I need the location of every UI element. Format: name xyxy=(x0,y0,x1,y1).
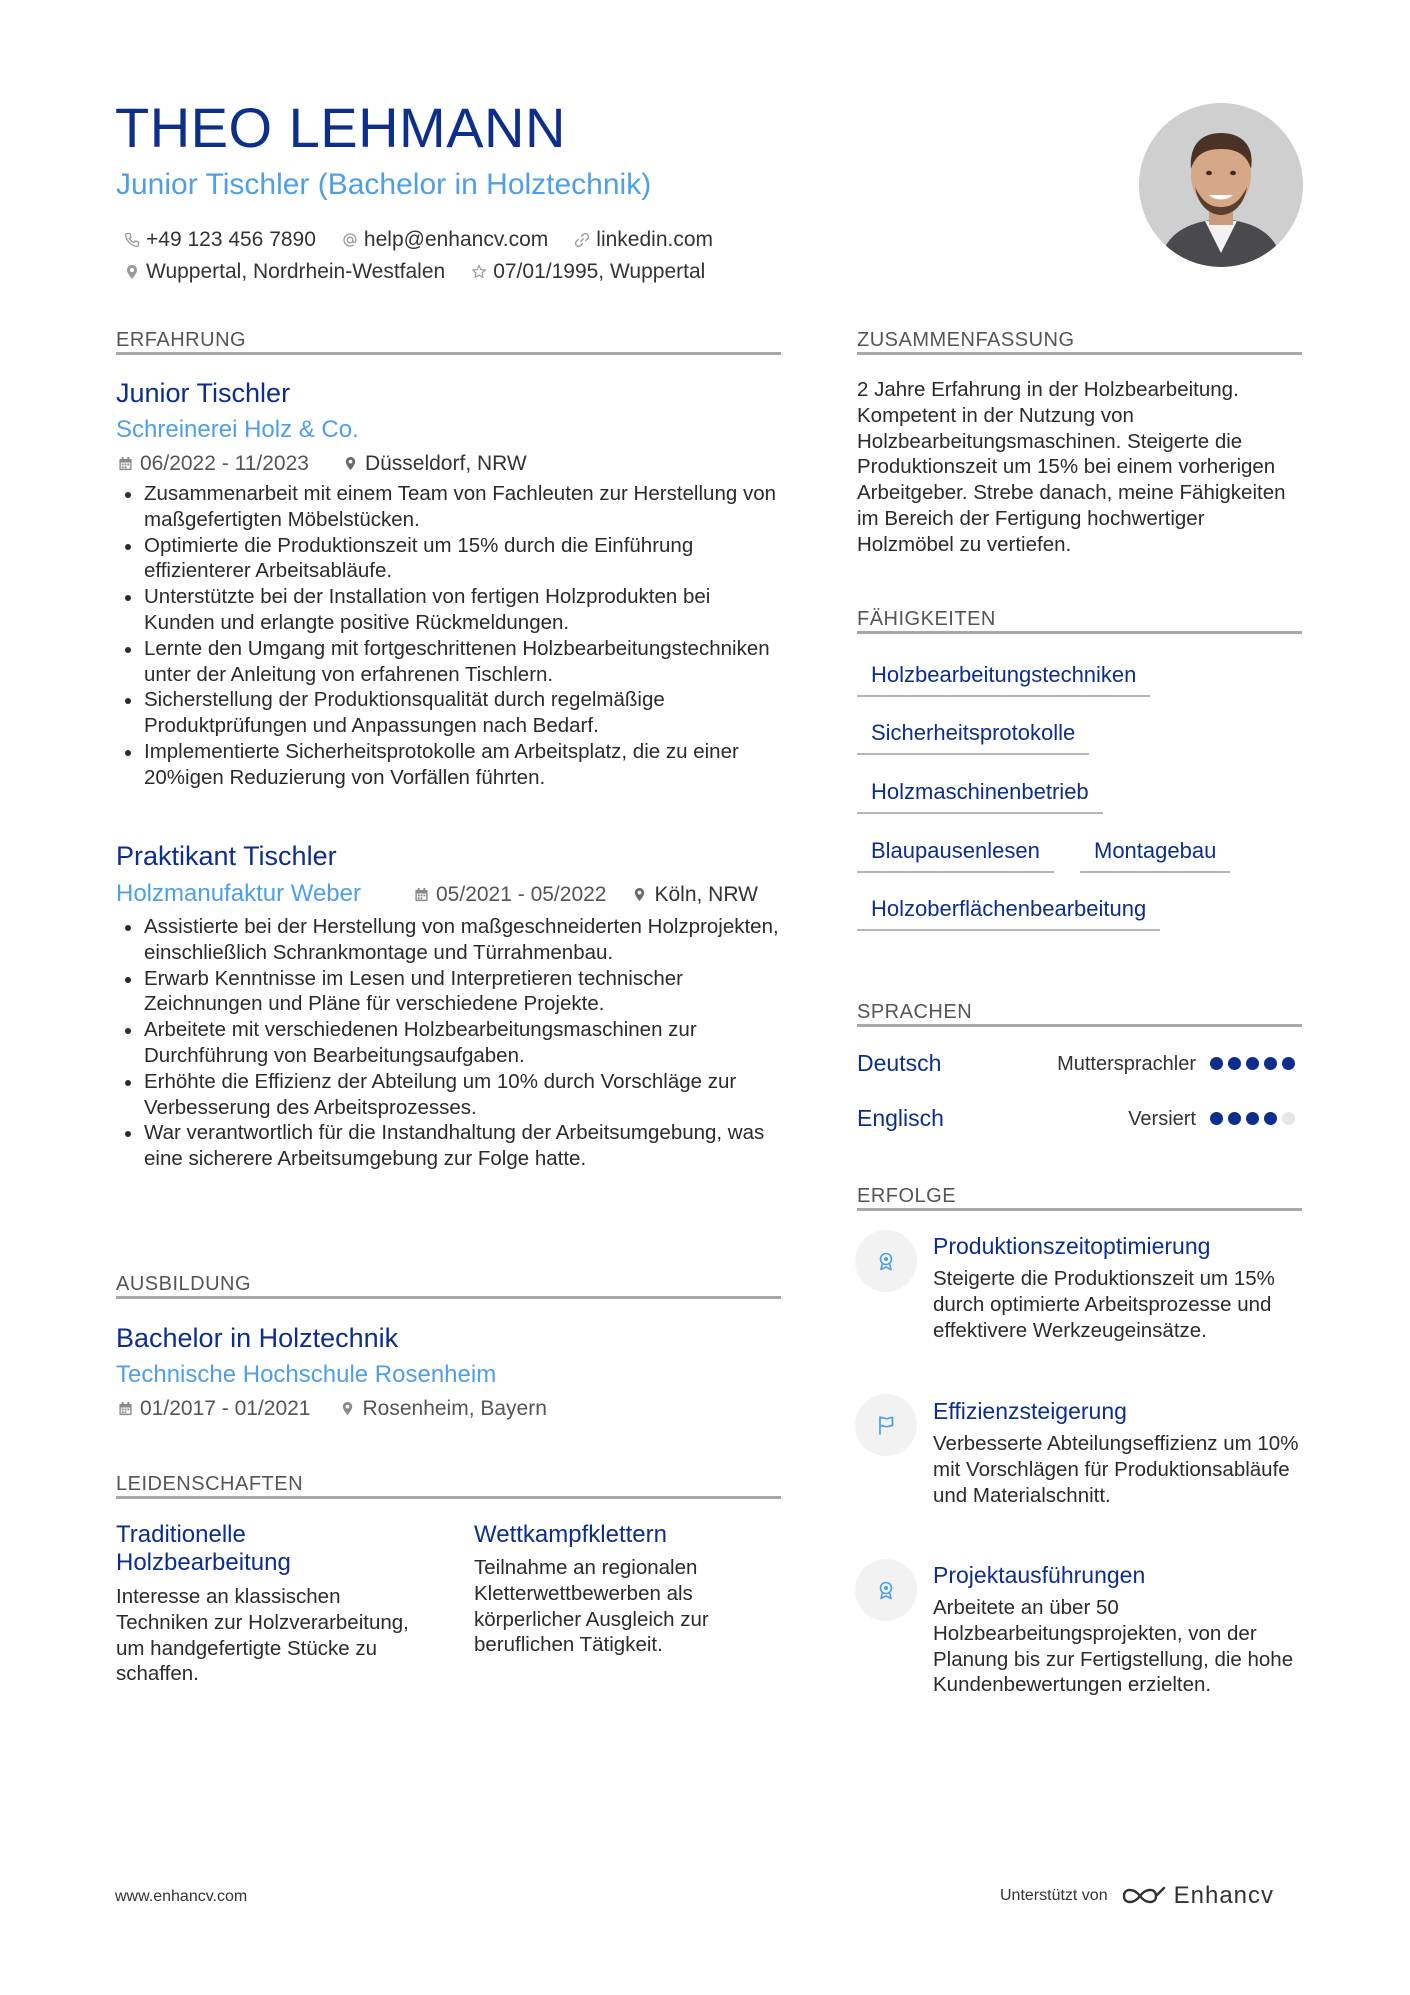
languages-section-title: SPRACHEN xyxy=(857,1001,973,1023)
list-item: Optimierte die Produktionszeit um 15% durch die Einführung effizienterer Arbeitsabläufe. xyxy=(116,533,786,585)
avatar-illustration xyxy=(1139,103,1303,267)
location-pin-icon xyxy=(124,264,140,280)
language-name: Englisch xyxy=(857,1105,944,1131)
rating-dot xyxy=(1210,1112,1223,1125)
experience-divider xyxy=(116,352,781,355)
language-rating xyxy=(1205,1112,1295,1125)
contact-info xyxy=(124,224,739,288)
job-bullets xyxy=(116,914,786,1172)
rating-dot xyxy=(1210,1057,1223,1070)
skill-tag: Holzoberflächenbearbeitung xyxy=(857,898,1160,931)
job-dates: 06/2022 - 11/2023 xyxy=(140,452,309,475)
job-location: Köln, NRW xyxy=(654,883,758,906)
rating-dot xyxy=(1264,1057,1277,1070)
job-title: Junior Tischler xyxy=(116,378,291,408)
passion-text: Teilnahme an regionalen Kletterwettbewerben als körperlicher Ausgleich zur beruflichen Tätigkeit. xyxy=(474,1556,709,1657)
birth-text: 07/01/1995, Wuppertal xyxy=(493,260,706,283)
at-icon xyxy=(342,232,358,248)
job-meta xyxy=(118,453,527,474)
skill-tag: Holzbearbeitungstechniken xyxy=(857,664,1150,697)
achievement-text: Verbesserte Abteilungseffizienz um 10% mit Vorschlägen für Produktionsabläufe und Materialschnitt. xyxy=(933,1432,1299,1507)
rating-dot xyxy=(1228,1057,1241,1070)
job-bullets xyxy=(116,481,786,791)
achievements-divider xyxy=(857,1208,1302,1211)
language-level: Muttersprachler xyxy=(1057,1053,1196,1075)
star-icon xyxy=(471,264,487,280)
skill-tag: Sicherheitsprotokolle xyxy=(857,722,1089,755)
location-text: Wuppertal, Nordrhein-Westfalen xyxy=(146,260,446,283)
skill-tag: Holzmaschinenbetrieb xyxy=(857,781,1103,814)
education-location: Rosenheim, Bayern xyxy=(362,1397,547,1420)
skill-tag: Blaupausenlesen xyxy=(857,840,1054,873)
phone-text: +49 123 456 7890 xyxy=(146,228,316,251)
email-contact[interactable] xyxy=(342,228,548,252)
achievement-title: Projektausführungen xyxy=(933,1562,1146,1588)
flag-icon xyxy=(875,1414,897,1436)
link-icon xyxy=(574,232,590,248)
job-dates: 05/2021 - 05/2022 xyxy=(436,883,607,906)
rating-dot xyxy=(1228,1112,1241,1125)
achievement-icon-wrap xyxy=(855,1559,917,1621)
rating-dot xyxy=(1264,1112,1277,1125)
school-name[interactable]: Technische Hochschule Rosenheim xyxy=(116,1361,497,1388)
list-item: Assistierte bei der Herstellung von maßgeschneiderten Holzprojekten, einschließlich Schrankmontage und Türrahmenbau. xyxy=(116,914,786,966)
list-item: War verantwortlich für die Instandhaltung der Arbeitsumgebung, was eine sicherere Arbeitsumgebung zur Folge hatte. xyxy=(116,1120,786,1172)
education-section-title: AUSBILDUNG xyxy=(116,1273,252,1295)
job-meta xyxy=(414,884,758,905)
passions-section-title: LEIDENSCHAFTEN xyxy=(116,1473,304,1495)
summary-text: 2 Jahre Erfahrung in der Holzbearbeitung. Kompetent in der Nutzung von Holzbearbeitungsmaschinen. Steigerte die Produktionszeit um 15% bei einem vorherigen Arbeitgeber. Strebe danach, meine Fähigkeiten im Bereich der Fertigung hochwertiger Holzmöbel zu vertiefen. xyxy=(857,378,1286,556)
achievement-title: Effizienzsteigerung xyxy=(933,1398,1127,1424)
list-item: Unterstützte bei der Installation von fertigen Holzprodukten bei Kunden und erlangte positive Rückmeldungen. xyxy=(116,584,786,636)
summary-divider xyxy=(857,352,1302,355)
profile-photo xyxy=(1139,103,1303,267)
list-item: Lernte den Umgang mit fortgeschrittenen Holzbearbeitungstechniken unter der Anleitung von erfahrenen Tischlern. xyxy=(116,636,786,688)
enhancv-logo-icon xyxy=(1120,1883,1168,1909)
footer-powered-by[interactable] xyxy=(1000,1882,1274,1910)
list-item: Erwarb Kenntnisse im Lesen und Interpretieren technischer Zeichnungen und Pläne für verschiedene Projekte. xyxy=(116,966,786,1018)
candidate-title: Junior Tischler (Bachelor in Holztechnik) xyxy=(116,168,652,201)
list-item: Zusammenarbeit mit einem Team von Fachleuten zur Herstellung von maßgefertigten Möbelstücken. xyxy=(116,481,786,533)
summary-section-title: ZUSAMMENFASSUNG xyxy=(857,329,1075,351)
phone-icon xyxy=(124,232,140,248)
education-dates: 01/2017 - 01/2021 xyxy=(140,1397,311,1420)
calendar-icon xyxy=(414,887,429,902)
education-divider xyxy=(116,1296,781,1299)
languages-divider xyxy=(857,1024,1302,1027)
education-meta xyxy=(118,1398,547,1419)
rating-dot xyxy=(1282,1112,1295,1125)
passions-divider xyxy=(116,1496,781,1499)
skills-divider xyxy=(857,631,1302,634)
skill-tag: Montagebau xyxy=(1080,840,1230,873)
rating-dot xyxy=(1246,1057,1259,1070)
language-level: Versiert xyxy=(1128,1108,1196,1130)
list-item: Implementierte Sicherheitsprotokolle am Arbeitsplatz, die zu einer 20%igen Reduzierung von Vorfällen führten. xyxy=(116,739,786,791)
email-text: help@enhancv.com xyxy=(363,228,549,251)
passion-title: Traditionelle Holzbearbeitung xyxy=(116,1521,291,1576)
job-title: Praktikant Tischler xyxy=(116,841,337,871)
location-pin-icon xyxy=(343,456,358,471)
calendar-icon xyxy=(118,1401,133,1416)
calendar-icon xyxy=(118,456,133,471)
passion-title: Wettkampfklettern xyxy=(474,1521,667,1548)
award-icon xyxy=(875,1250,897,1272)
language-rating xyxy=(1205,1057,1295,1070)
achievement-icon-wrap xyxy=(855,1230,917,1292)
achievement-icon-wrap xyxy=(855,1394,917,1456)
linkedin-contact[interactable] xyxy=(574,228,713,252)
award-icon xyxy=(875,1579,897,1601)
candidate-name: THEO LEHMANN xyxy=(115,96,566,159)
company-name[interactable]: Holzmanufaktur Weber xyxy=(116,880,361,907)
achievement-text: Steigerte die Produktionszeit um 15% durch optimierte Arbeitsprozesse und effektivere Werkzeugeinsätze. xyxy=(933,1267,1275,1342)
skills-section-title: FÄHIGKEITEN xyxy=(857,608,996,630)
company-name[interactable]: Schreinerei Holz & Co. xyxy=(116,416,359,443)
experience-section-title: ERFAHRUNG xyxy=(116,329,247,351)
birth-contact xyxy=(471,260,705,284)
rating-dot xyxy=(1246,1112,1259,1125)
phone-contact xyxy=(124,228,316,252)
job-location: Düsseldorf, NRW xyxy=(364,452,527,475)
achievement-title: Produktionszeitoptimierung xyxy=(933,1233,1211,1259)
location-pin-icon xyxy=(340,1401,355,1416)
list-item: Arbeitete mit verschiedenen Holzbearbeitungsmaschinen zur Durchführung von Bearbeitungsaufgaben. xyxy=(116,1017,786,1069)
achievements-section-title: ERFOLGE xyxy=(857,1185,957,1207)
degree-title: Bachelor in Holztechnik xyxy=(116,1323,399,1353)
rating-dot xyxy=(1282,1057,1295,1070)
linkedin-text: linkedin.com xyxy=(596,228,714,251)
achievement-text: Arbeitete an über 50 Holzbearbeitungsprojekten, von der Planung bis zur Fertigstellung, die hohe Kundenbewertungen erzielten. xyxy=(933,1596,1294,1697)
location-pin-icon xyxy=(632,887,647,902)
list-item: Sicherstellung der Produktionsqualität durch regelmäßige Produktprüfungen und Anpassungen nach Bedarf. xyxy=(116,687,786,739)
brand-name: Enhancv xyxy=(1173,1882,1275,1909)
powered-by-label: Unterstützt von xyxy=(1000,1887,1108,1904)
language-name: Deutsch xyxy=(857,1050,942,1076)
passion-text: Interesse an klassischen Techniken zur Holzverarbeitung, um handgefertigte Stücke zu schaffen. xyxy=(116,1585,409,1686)
location-contact xyxy=(124,260,445,284)
list-item: Erhöhte die Effizienz der Abteilung um 10% durch Vorschläge zur Verbesserung des Arbeitsprozesses. xyxy=(116,1069,786,1121)
footer-website[interactable]: www.enhancv.com xyxy=(115,1888,248,1905)
